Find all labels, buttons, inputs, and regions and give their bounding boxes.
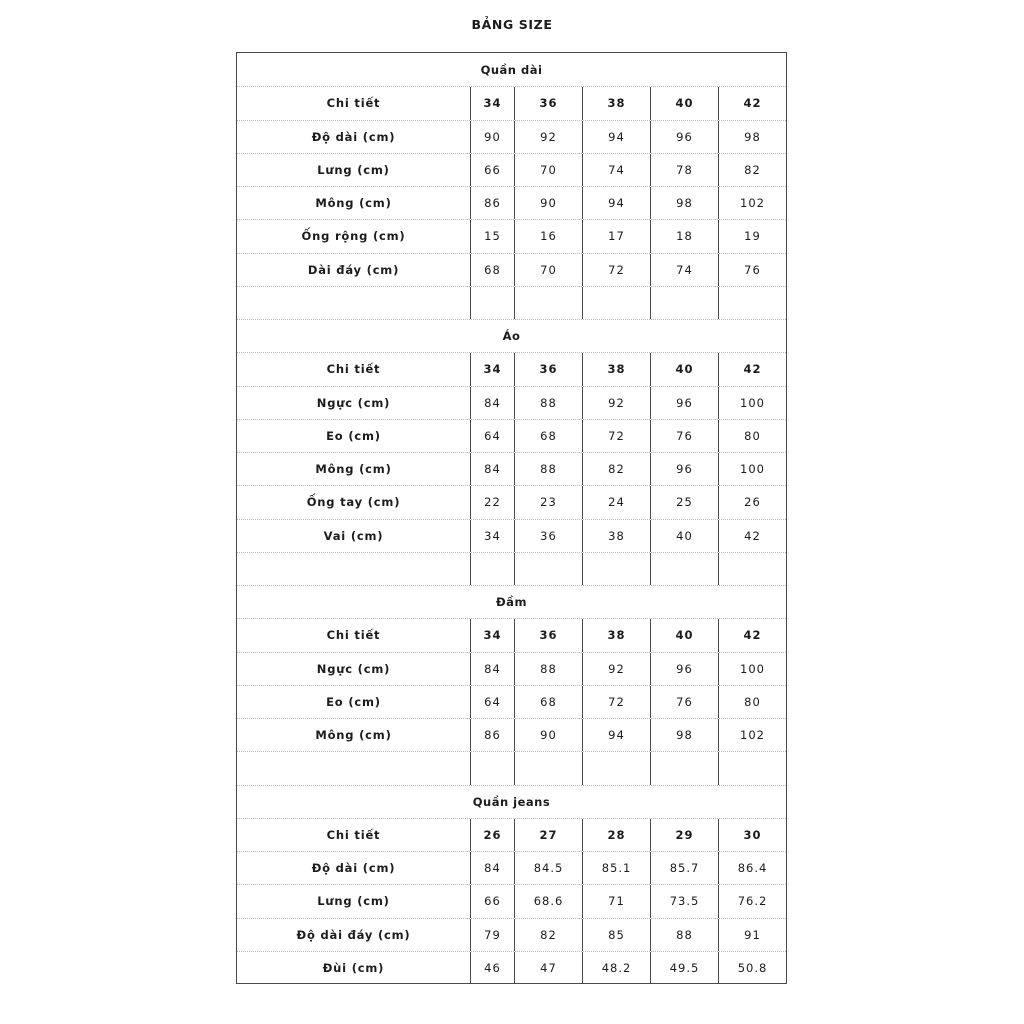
value-cell: 68	[514, 420, 582, 452]
value-cell: 15	[470, 220, 514, 252]
value-cell: 71	[582, 885, 650, 917]
size-header-cell: 27	[514, 819, 582, 851]
table-row	[237, 685, 786, 718]
table-row	[237, 884, 786, 917]
empty-cell	[237, 287, 470, 319]
value-cell: 74	[650, 254, 718, 286]
value-cell: 90	[514, 187, 582, 219]
size-header-cell: 38	[582, 619, 650, 651]
table-row	[237, 718, 786, 751]
size-header-cell: 42	[718, 619, 786, 651]
row-label-cell: Vai (cm)	[323, 528, 384, 543]
value-cell: 96	[650, 387, 718, 419]
value-cell: 18	[650, 220, 718, 252]
value-cell: 72	[582, 254, 650, 286]
value-cell: 26	[718, 486, 786, 518]
row-label-cell: Độ dài (cm)	[311, 861, 396, 876]
table-row	[237, 120, 786, 153]
table-row	[237, 951, 786, 984]
table-row	[237, 253, 786, 286]
value-cell: 84	[470, 653, 514, 685]
empty-cell	[650, 287, 718, 319]
value-cell: 80	[718, 686, 786, 718]
empty-cell	[514, 553, 582, 585]
value-cell: 73.5	[650, 885, 718, 917]
spacer-row	[237, 552, 786, 585]
header-label-cell: Chi tiết	[326, 362, 381, 377]
value-cell: 102	[718, 719, 786, 751]
row-label-cell: Ống tay (cm)	[306, 495, 401, 510]
section-title: Quần jeans	[472, 794, 551, 809]
size-header-cell: 26	[470, 819, 514, 851]
value-cell: 80	[718, 420, 786, 452]
empty-cell	[514, 752, 582, 784]
value-cell: 47	[514, 952, 582, 984]
value-cell: 84	[470, 387, 514, 419]
table-row	[237, 918, 786, 951]
size-header-cell: 40	[650, 353, 718, 385]
table-row	[237, 519, 786, 552]
spacer-row	[237, 286, 786, 319]
row-label-cell: Eo (cm)	[326, 694, 381, 709]
value-cell: 94	[582, 121, 650, 153]
value-cell: 92	[582, 653, 650, 685]
value-cell: 86	[470, 719, 514, 751]
header-label-cell: Chi tiết	[326, 96, 381, 111]
empty-cell	[650, 752, 718, 784]
value-cell: 82	[514, 919, 582, 951]
table-row	[237, 153, 786, 186]
value-cell: 64	[470, 420, 514, 452]
section-title: Quần dài	[480, 62, 543, 77]
value-cell: 84	[470, 453, 514, 485]
table-row	[237, 386, 786, 419]
table-header-row	[237, 818, 786, 851]
table-row	[237, 485, 786, 518]
value-cell: 85.7	[650, 852, 718, 884]
section-title: Áo	[502, 329, 521, 344]
empty-cell	[582, 752, 650, 784]
value-cell: 92	[582, 387, 650, 419]
empty-cell	[582, 287, 650, 319]
value-cell: 70	[514, 154, 582, 186]
value-cell: 88	[514, 653, 582, 685]
value-cell: 102	[718, 187, 786, 219]
size-table	[236, 52, 787, 984]
table-row	[237, 219, 786, 252]
value-cell: 42	[718, 520, 786, 552]
value-cell: 36	[514, 520, 582, 552]
value-cell: 24	[582, 486, 650, 518]
value-cell: 91	[718, 919, 786, 951]
value-cell: 68	[514, 686, 582, 718]
value-cell: 96	[650, 121, 718, 153]
size-header-cell: 38	[582, 353, 650, 385]
value-cell: 22	[470, 486, 514, 518]
row-label-cell: Lưng (cm)	[317, 894, 390, 909]
value-cell: 94	[582, 719, 650, 751]
value-cell: 72	[582, 420, 650, 452]
table-header-row	[237, 86, 786, 119]
row-label-cell: Lưng (cm)	[317, 162, 390, 177]
value-cell: 19	[718, 220, 786, 252]
row-label-cell: Eo (cm)	[326, 428, 381, 443]
table-row	[237, 452, 786, 485]
value-cell: 98	[650, 719, 718, 751]
empty-cell	[470, 287, 514, 319]
value-cell: 76	[650, 686, 718, 718]
value-cell: 82	[718, 154, 786, 186]
size-header-cell: 38	[582, 87, 650, 119]
size-header-cell: 29	[650, 819, 718, 851]
value-cell: 85	[582, 919, 650, 951]
value-cell: 17	[582, 220, 650, 252]
section-title-row	[237, 585, 786, 618]
value-cell: 23	[514, 486, 582, 518]
size-header-cell: 36	[514, 87, 582, 119]
value-cell: 66	[470, 154, 514, 186]
value-cell: 86	[470, 187, 514, 219]
row-label-cell: Đùi (cm)	[322, 960, 385, 975]
value-cell: 90	[514, 719, 582, 751]
value-cell: 40	[650, 520, 718, 552]
empty-cell	[470, 553, 514, 585]
empty-cell	[470, 752, 514, 784]
size-header-cell: 30	[718, 819, 786, 851]
row-label-cell: Dài đáy (cm)	[307, 262, 400, 277]
value-cell: 46	[470, 952, 514, 984]
value-cell: 86.4	[718, 852, 786, 884]
empty-cell	[650, 553, 718, 585]
value-cell: 84.5	[514, 852, 582, 884]
value-cell: 100	[718, 387, 786, 419]
value-cell: 82	[582, 453, 650, 485]
empty-cell	[237, 553, 470, 585]
value-cell: 92	[514, 121, 582, 153]
section-title-row	[237, 319, 786, 352]
value-cell: 100	[718, 453, 786, 485]
row-label-cell: Ngực (cm)	[316, 661, 391, 676]
value-cell: 78	[650, 154, 718, 186]
row-label-cell: Mông (cm)	[315, 196, 392, 211]
value-cell: 64	[470, 686, 514, 718]
table-header-row	[237, 352, 786, 385]
value-cell: 79	[470, 919, 514, 951]
row-label-cell: Ống rộng (cm)	[301, 229, 406, 244]
value-cell: 88	[514, 453, 582, 485]
size-header-cell: 36	[514, 619, 582, 651]
size-header-cell: 36	[514, 353, 582, 385]
size-header-cell: 42	[718, 353, 786, 385]
value-cell: 76	[718, 254, 786, 286]
value-cell: 98	[650, 187, 718, 219]
value-cell: 25	[650, 486, 718, 518]
value-cell: 16	[514, 220, 582, 252]
size-header-cell: 40	[650, 87, 718, 119]
spacer-row	[237, 751, 786, 784]
table-row	[237, 851, 786, 884]
size-header-cell: 28	[582, 819, 650, 851]
row-label-cell: Độ dài (cm)	[311, 129, 396, 144]
value-cell: 70	[514, 254, 582, 286]
row-label-cell: Mông (cm)	[315, 462, 392, 477]
value-cell: 96	[650, 653, 718, 685]
header-label-cell: Chi tiết	[326, 827, 381, 842]
value-cell: 96	[650, 453, 718, 485]
size-header-cell: 42	[718, 87, 786, 119]
empty-cell	[514, 287, 582, 319]
value-cell: 100	[718, 653, 786, 685]
table-header-row	[237, 618, 786, 651]
empty-cell	[718, 752, 786, 784]
value-cell: 84	[470, 852, 514, 884]
value-cell: 85.1	[582, 852, 650, 884]
value-cell: 76.2	[718, 885, 786, 917]
value-cell: 48.2	[582, 952, 650, 984]
value-cell: 88	[514, 387, 582, 419]
value-cell: 50.8	[718, 952, 786, 984]
value-cell: 34	[470, 520, 514, 552]
size-header-cell: 34	[470, 619, 514, 651]
header-label-cell: Chi tiết	[326, 628, 381, 643]
row-label-cell: Mông (cm)	[315, 728, 392, 743]
table-row	[237, 419, 786, 452]
value-cell: 38	[582, 520, 650, 552]
value-cell: 68.6	[514, 885, 582, 917]
value-cell: 76	[650, 420, 718, 452]
value-cell: 68	[470, 254, 514, 286]
value-cell: 72	[582, 686, 650, 718]
empty-cell	[582, 553, 650, 585]
value-cell: 94	[582, 187, 650, 219]
value-cell: 49.5	[650, 952, 718, 984]
row-label-cell: Ngực (cm)	[316, 395, 391, 410]
section-title: Đầm	[496, 595, 527, 610]
section-title-row	[237, 53, 786, 86]
empty-cell	[237, 752, 470, 784]
size-header-cell: 40	[650, 619, 718, 651]
row-label-cell: Độ dài đáy (cm)	[296, 927, 411, 942]
size-header-cell: 34	[470, 87, 514, 119]
table-row	[237, 652, 786, 685]
table-row	[237, 186, 786, 219]
value-cell: 74	[582, 154, 650, 186]
empty-cell	[718, 553, 786, 585]
empty-cell	[718, 287, 786, 319]
value-cell: 66	[470, 885, 514, 917]
value-cell: 90	[470, 121, 514, 153]
value-cell: 98	[718, 121, 786, 153]
page-title: BẢNG SIZE	[471, 17, 553, 32]
value-cell: 88	[650, 919, 718, 951]
section-title-row	[237, 785, 786, 818]
size-header-cell: 34	[470, 353, 514, 385]
